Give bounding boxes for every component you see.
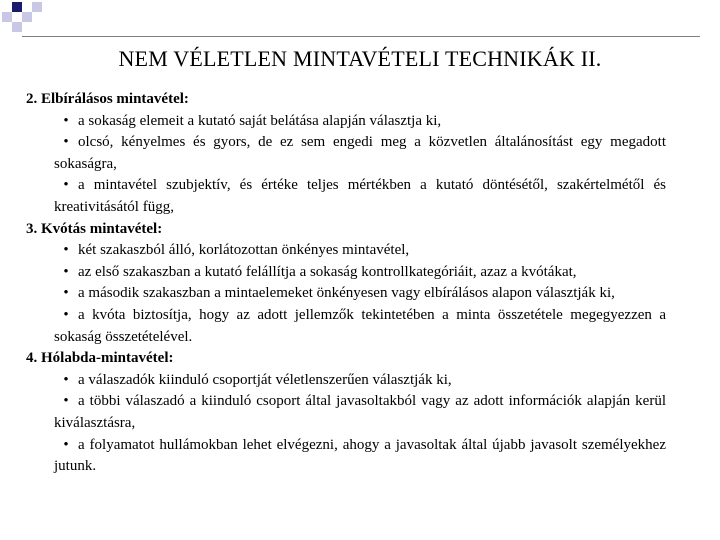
bullet-text: a többi válaszadó a kiinduló csoport által javasoltakból vagy az adott információk alapján kerül kiválasztásra, [54,393,666,431]
bullet-icon: • [63,112,69,129]
bullet-text: a sokaság elemeit a kutató saját belátása alapján választja ki, [78,112,442,129]
bullet-item [26,391,666,434]
bullet-text: a kvóta biztosítja, hogy az adott jellemzők tekintetében a minta összetétele megegyezzen a sokaság összetételével. [54,306,666,345]
bullet-text: a folyamatot hullámokban lehet elvégezni, ahogy a javasoltak által újabb javasolt személyekhez jutunk. [54,436,666,475]
bullet-item [26,111,666,133]
light-square [2,12,12,22]
bullet-item [26,435,666,478]
light-square [32,2,42,12]
bullet-text: a mintavétel szubjektív, és értéke teljes mértékben a kutató döntésétől, szakértelmétől és kreativitásától függ, [54,177,666,215]
bullet-item [26,370,666,392]
bullet-icon: • [63,263,69,280]
bullet-icon: • [63,285,69,302]
section-heading: 4. Hólabda-mintavétel: [26,350,174,367]
bullet-text: két szakaszból álló, korlátozottan önkényes mintavétel, [78,242,410,259]
bullet-item [26,240,666,262]
bullet-item [26,132,666,175]
bullet-item [26,175,666,218]
section-heading: 2. Elbírálásos mintavétel: [26,91,189,107]
light-square [12,22,22,32]
bullet-item [26,283,666,305]
section-kvotas [26,219,666,349]
bullet-text: a válaszadók kiinduló csoportját véletlenszerűen választják ki, [78,371,452,388]
bullet-text: olcsó, kényelmes és gyors, de ez sem engedi meg a közvetlen általánosítást egy megadott sokaságra, [54,134,666,172]
bullet-icon: • [63,393,69,410]
light-square [22,12,32,22]
section-elbiralasos [26,89,666,219]
slide-title: NEM VÉLETLEN MINTAVÉTELI TECHNIKÁK II. [118,46,602,71]
bullet-text: a második szakaszban a mintaelemeket önkényesen vagy elbírálásos alapon választják ki, [78,285,615,302]
bullet-item [26,305,666,348]
section-heading: 3. Kvótás mintavétel: [26,220,163,237]
bullet-icon: • [63,306,69,323]
bullet-icon: • [63,134,69,151]
decorative-squares-logo [0,0,60,45]
bullet-icon: • [63,177,69,194]
bullet-icon: • [63,371,69,388]
bullet-icon: • [63,436,69,453]
bullet-icon: • [63,242,69,259]
title-divider-line [22,36,700,37]
slide-content [26,89,666,478]
dark-square [12,2,22,12]
bullet-text: az első szakaszban a kutató felállítja a sokaság kontrollkategóriáit, azaz a kvótákat, [78,263,577,280]
section-holabda [26,348,666,478]
bullet-item [26,262,666,284]
